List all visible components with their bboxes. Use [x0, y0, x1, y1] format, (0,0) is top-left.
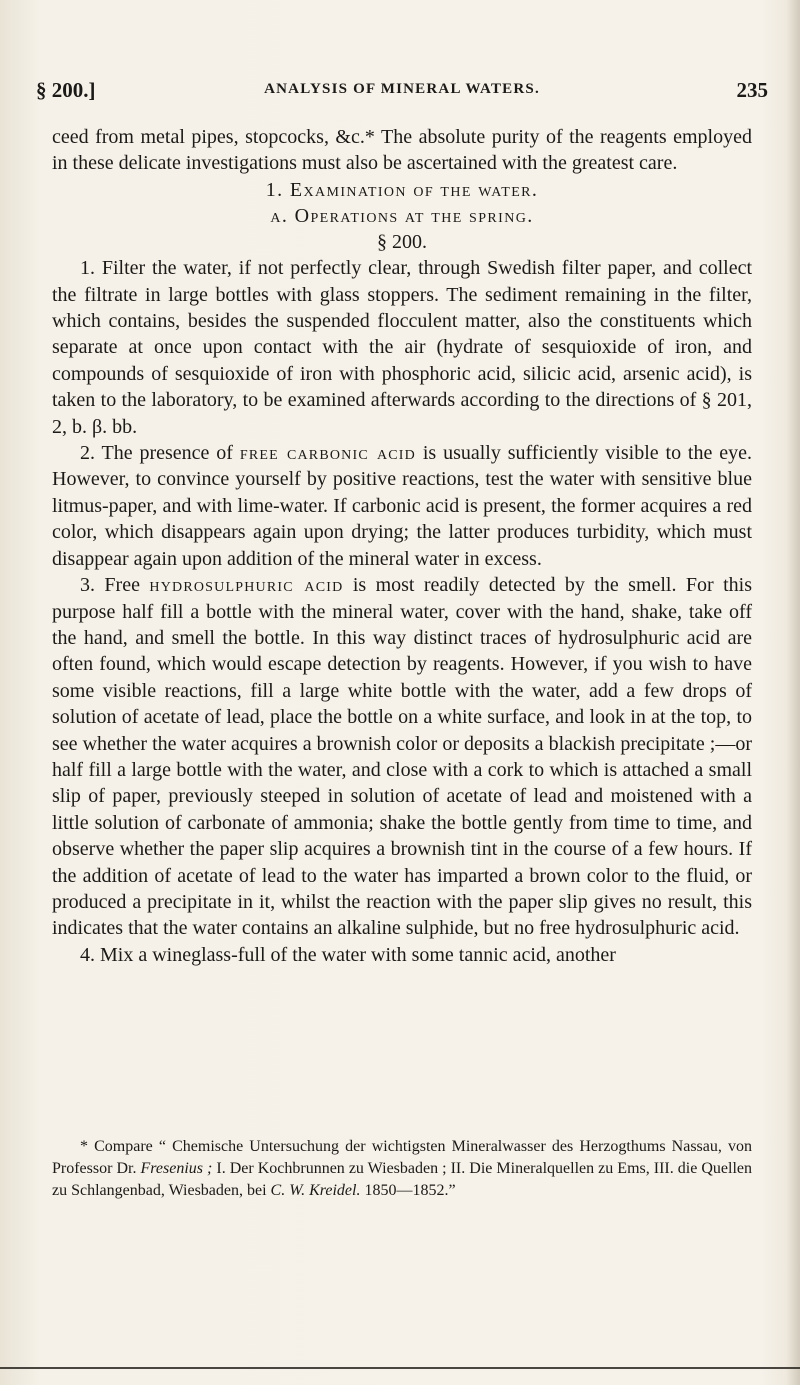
p3-start: 3. Free — [80, 574, 150, 597]
heading-examination: 1. Examination of the water. — [265, 178, 539, 201]
p2-smallcaps: free carbonic acid — [239, 442, 416, 465]
section-number: § 200. — [377, 230, 427, 253]
footnote-part2: I. Der Kochbrunnen zu Wiesbaden ; II. Die Mineralquellen zu Ems, III. die Quellen zu Schlangenbad, Wiesbaden, bei — [52, 1160, 752, 1199]
p2-rest: is usually sufficiently visible to the eye. However, to convince yourself by positive reactions, test the water with sensitive blue litmus-paper, and with lime-water. If carbonic acid is present, the former acquires a red color, which disappears again upon drying; the latter produces turbidity, which must disappear again upon addition of the mineral water in excess. — [52, 442, 752, 570]
p3-rest: is most readily detected by the smell. For this purpose half fill a bottle with the mineral water, cover with the hand, shake, take off the hand, and smell the bottle. In this way distinct traces of hydrosulphuric acid are often found, which would escape detection by reagents. However, if you wish to have some visible reactions, fill a large white bottle with the water, add a few drops of solution of acetate of lead, place the bottle on a white surface, and look in at the top, to see whether the water acquires a brownish color or deposits a blackish precipitate ;—or half fill a large bottle with the water, and close with a cork to which is attached a small slip of paper, previously steeped in solution of acetate of lead and moistened with a little solution of carbonate of ammonia; shake the bottle gently from time to time, and observe whether the paper slip acquires a brownish tint in the course of a few hours. If the addition of acetate of lead to the water has imparted a brown color to the fluid, or produced a precipitate in it, whilst the reaction with the paper slip gives no result, this indicates that the water contains an alkaline sulphide, but no free hydrosulphuric acid. — [52, 574, 753, 940]
running-header — [36, 78, 768, 108]
paragraph-4: 4. Mix a wineglass-full of the water with some tannic acid, another — [80, 943, 616, 966]
paragraph-1: 1. Filter the water, if not perfectly clear, through Swedish filter paper, and collect the filtrate in large bottles with glass stoppers. The sediment remaining in the filter, which contains, besides the suspended flocculent matter, also the constituents which separate at once upon contact with the air (hydrate of sesquioxide of iron, and compounds of sesquioxide of iron with phosphoric acid, silicic acid, arsenic acid), is taken to the laboratory, to be examined afterwards according to the directions of § 201, 2, b. β. bb. — [52, 257, 752, 438]
page-bottom-rule — [0, 1367, 800, 1369]
heading-operations: a. Operations at the spring. — [270, 204, 534, 227]
paragraph-3 — [52, 572, 752, 942]
footnote-author2: C. W. Kreidel. — [270, 1182, 361, 1199]
footnote — [52, 1136, 752, 1202]
page-edge-shadow — [786, 0, 800, 1385]
p2-start: 2. The presence of — [80, 442, 240, 465]
footnote-author1: Fresenius ; — [140, 1160, 213, 1177]
header-page-number: 235 — [736, 78, 768, 102]
p3-smallcaps: hydrosulphuric acid — [149, 574, 344, 597]
intro-paragraph: ceed from metal pipes, stopcocks, &c.* The absolute purity of the reagents employed in these delicate investigations must also be ascertained with the greatest care. — [52, 126, 752, 175]
footnote-part3: 1850—1852.” — [360, 1182, 456, 1199]
header-section-ref: § 200.] — [36, 78, 96, 102]
header-running-title: ANALYSIS OF MINERAL WATERS. — [264, 81, 540, 97]
paragraph-2 — [52, 440, 752, 572]
main-text — [52, 124, 752, 968]
footnote-part1: * Compare “ Chemische Untersuchung der wichtigsten Mineralwasser des Herzogthums Nassau, von Professor Dr. — [52, 1138, 752, 1177]
